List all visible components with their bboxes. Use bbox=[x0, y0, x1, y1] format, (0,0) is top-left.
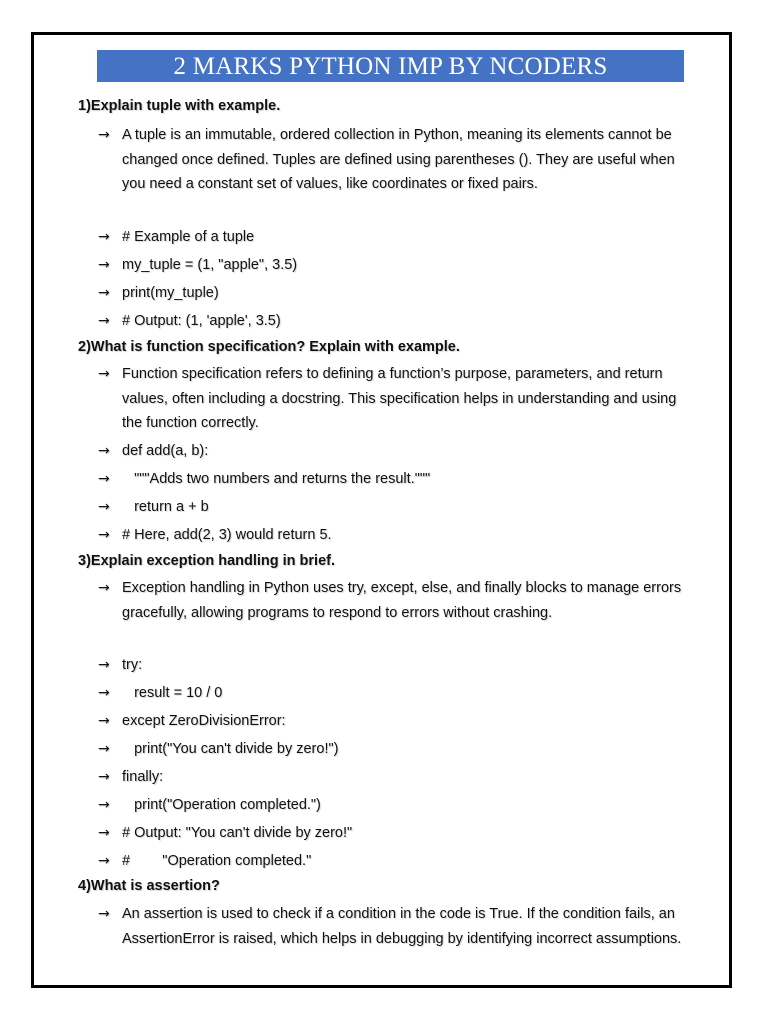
answer-3-item-3: → result = 10 / 0 bbox=[98, 681, 698, 706]
answer-2-item-4: → return a + b bbox=[98, 495, 698, 520]
answer-1-item-3: → my_tuple = (1, "apple", 3.5) bbox=[98, 253, 698, 278]
answer-3-item-2: → try: bbox=[98, 653, 698, 678]
arrow-icon: → bbox=[98, 906, 110, 922]
arrow-icon: → bbox=[98, 853, 110, 869]
arrow-icon: → bbox=[98, 229, 110, 245]
arrow-icon: → bbox=[98, 471, 110, 487]
arrow-icon: → bbox=[98, 713, 110, 729]
question-2: 2)What is function specification? Explain with example. bbox=[78, 339, 460, 355]
arrow-icon: → bbox=[98, 741, 110, 757]
question-3: 3)Explain exception handling in brief. bbox=[78, 553, 336, 569]
arrow-icon: → bbox=[98, 127, 110, 143]
arrow-icon: → bbox=[98, 580, 110, 596]
answer-3-item-4: → except ZeroDivisionError: bbox=[98, 709, 698, 734]
arrow-icon: → bbox=[98, 499, 110, 515]
arrow-icon: → bbox=[98, 366, 110, 382]
answer-1-item-5: → # Output: (1, 'apple', 3.5) bbox=[98, 309, 698, 334]
answer-4-item-1: → An assertion is used to check if a condition in the code is True. If the condition fails, an AssertionError is raised, which helps in debugging by identifying incorrect assumptions. bbox=[98, 902, 698, 951]
arrow-icon: → bbox=[98, 285, 110, 301]
arrow-icon: → bbox=[98, 797, 110, 813]
answer-2-item-5: → # Here, add(2, 3) would return 5. bbox=[98, 523, 698, 548]
answer-2-item-2: → def add(a, b): bbox=[98, 439, 698, 464]
arrow-icon: → bbox=[98, 313, 110, 329]
answer-3-item-9: → # "Operation completed." bbox=[98, 849, 698, 874]
arrow-icon: → bbox=[98, 257, 110, 273]
arrow-icon: → bbox=[98, 685, 110, 701]
answer-1-item-1: → A tuple is an immutable, ordered collection in Python, meaning its elements cannot be changed once defined. Tuples are defined using parentheses (). They are useful when you need a constant set of values, like coordinates or fixed pairs. bbox=[98, 123, 698, 197]
question-1: 1)Explain tuple with example. bbox=[78, 98, 281, 114]
answer-3-item-5: → print("You can't divide by zero!") bbox=[98, 737, 698, 762]
arrow-icon: → bbox=[98, 443, 110, 459]
arrow-icon: → bbox=[98, 527, 110, 543]
answer-3-item-1: → Exception handling in Python uses try, except, else, and finally blocks to manage errors gracefully, allowing programs to respond to errors without crashing. bbox=[98, 576, 698, 625]
answer-2-item-1: → Function specification refers to defining a function’s purpose, parameters, and return values, often including a docstring. This specification helps in understanding and using the function correctly. bbox=[98, 362, 698, 436]
arrow-icon: → bbox=[98, 825, 110, 841]
arrow-icon: → bbox=[98, 657, 110, 673]
answer-1-item-4: → print(my_tuple) bbox=[98, 281, 698, 306]
answer-2-item-3: → """Adds two numbers and returns the result.""" bbox=[98, 467, 698, 492]
arrow-icon: → bbox=[98, 769, 110, 785]
answer-1-item-2: → # Example of a tuple bbox=[98, 225, 698, 250]
answer-3-item-6: → finally: bbox=[98, 765, 698, 790]
answer-3-item-7: → print("Operation completed.") bbox=[98, 793, 698, 818]
question-4: 4)What is assertion? bbox=[78, 878, 220, 894]
page-title: 2 MARKS PYTHON IMP BY NCODERS bbox=[97, 50, 684, 82]
answer-3-item-8: → # Output: "You can't divide by zero!" bbox=[98, 821, 698, 846]
